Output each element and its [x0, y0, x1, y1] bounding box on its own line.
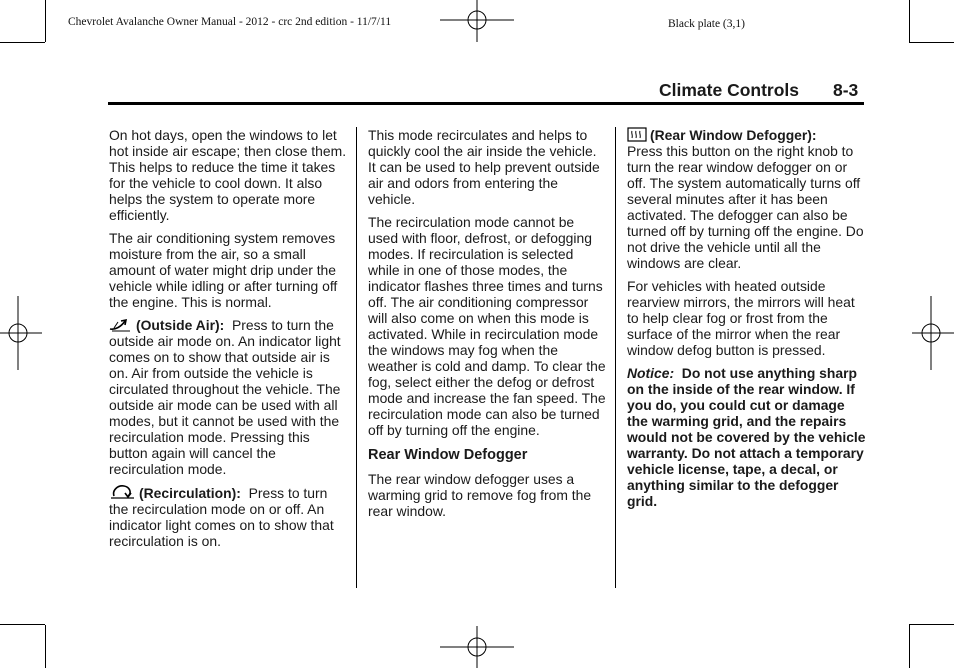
- outside-air-text: Press to turn the outside air mode on. An indicator light comes on to show that outside air is on. Air from outside the vehicle is circulated throughout the vehicle. The outside air mode can be used with all modes, but it cannot be used with the recirculation mode. Pressing this button again will cancel the recirculation mode.: [109, 317, 341, 477]
- registration-mark-icon: [0, 296, 42, 370]
- outside-air-label: (Outside Air):: [136, 317, 225, 333]
- outside-air-icon: [109, 318, 133, 332]
- crop-mark: [909, 42, 954, 43]
- page-number: 8-3: [833, 80, 859, 100]
- crop-mark: [45, 625, 46, 668]
- crop-mark: [45, 0, 46, 42]
- paragraph: The rear window defogger uses a warming grid to remove fog from the rear window.: [368, 471, 592, 519]
- crop-mark: [0, 624, 45, 625]
- column-1: [109, 127, 349, 556]
- rear-defogger-icon: [627, 127, 647, 142]
- paragraph: This mode recirculates and helps to quickly cool the air inside the vehicle. It can be used to help prevent outside air and odors from entering the vehicle.: [368, 127, 600, 207]
- section-title: Climate Controls: [659, 80, 800, 100]
- plate-label: Black plate (3,1): [668, 18, 745, 30]
- column-divider: [615, 127, 616, 588]
- paragraph: The recirculation mode cannot be used with floor, defrost, or defogging modes. If recirculation is selected while in one of those modes, the indicator flashes three times and turns off. The air conditioning compressor will also come on when this mode is activated. While in recirculation mode the windows may fog when the weather is cold and damp. To clear the fog, select either the defog or defrost mode and increase the fan speed. The recirculation mode can also be turned off by turning off the engine.: [368, 214, 606, 438]
- column-divider: [356, 127, 357, 588]
- registration-mark-icon: [440, 0, 514, 42]
- recirculation-label: (Recirculation):: [139, 485, 241, 501]
- crop-mark: [909, 0, 910, 42]
- defogger-paragraph: [627, 127, 867, 271]
- header-rule: [108, 102, 864, 105]
- paragraph: On hot days, open the windows to let hot inside air escape; then close them. This helps to reduce the time it takes for the vehicle to cool down. It also helps the system to operate more efficiently.: [109, 127, 347, 223]
- recirculation-text: Press to turn the recirculation mode on or off. An indicator light comes on to show that recirculation is on.: [109, 485, 334, 549]
- crop-mark: [0, 42, 45, 43]
- column-2: [368, 127, 608, 526]
- recirculation-icon: [109, 484, 136, 500]
- defogger-text: Press this button on the right knob to turn the rear window defogger on or off. The system automatically turns off several minutes after it has been activated. The defogger can also be turned off by turning off the engine. Do not drive the vehicle until all the windows are clear.: [627, 143, 864, 271]
- crop-mark: [909, 624, 954, 625]
- crop-mark: [909, 625, 910, 668]
- recirculation-paragraph: [109, 484, 349, 549]
- notice-text: Do not use anything sharp on the inside of the rear window. If you do, you could cut or damage the warming grid, and the repairs would not be covered by the vehicle warranty. Do not attach a temporary vehicle license, tape, a decal, or anything similar to the defogger grid.: [627, 365, 866, 509]
- paragraph: For vehicles with heated outside rearview mirrors, the mirrors will heat to help clear fog or frost from the surface of the mirror when the rear window defog button is pressed.: [627, 278, 855, 358]
- registration-mark-icon: [912, 296, 954, 370]
- defogger-label: (Rear Window Defogger):: [650, 127, 817, 143]
- document-slug: Chevrolet Avalanche Owner Manual - 2012 - crc 2nd edition - 11/7/11: [68, 16, 392, 28]
- paragraph: The air conditioning system removes moisture from the air, so a small amount of water might drip under the vehicle while idling or after turning off the engine. This is normal.: [109, 230, 338, 310]
- outside-air-paragraph: [109, 317, 349, 477]
- registration-mark-icon: [440, 626, 514, 668]
- notice-paragraph: [627, 365, 867, 509]
- column-3: [627, 127, 867, 516]
- notice-label: Notice:: [627, 365, 675, 381]
- section-heading: Rear Window Defogger: [368, 447, 528, 463]
